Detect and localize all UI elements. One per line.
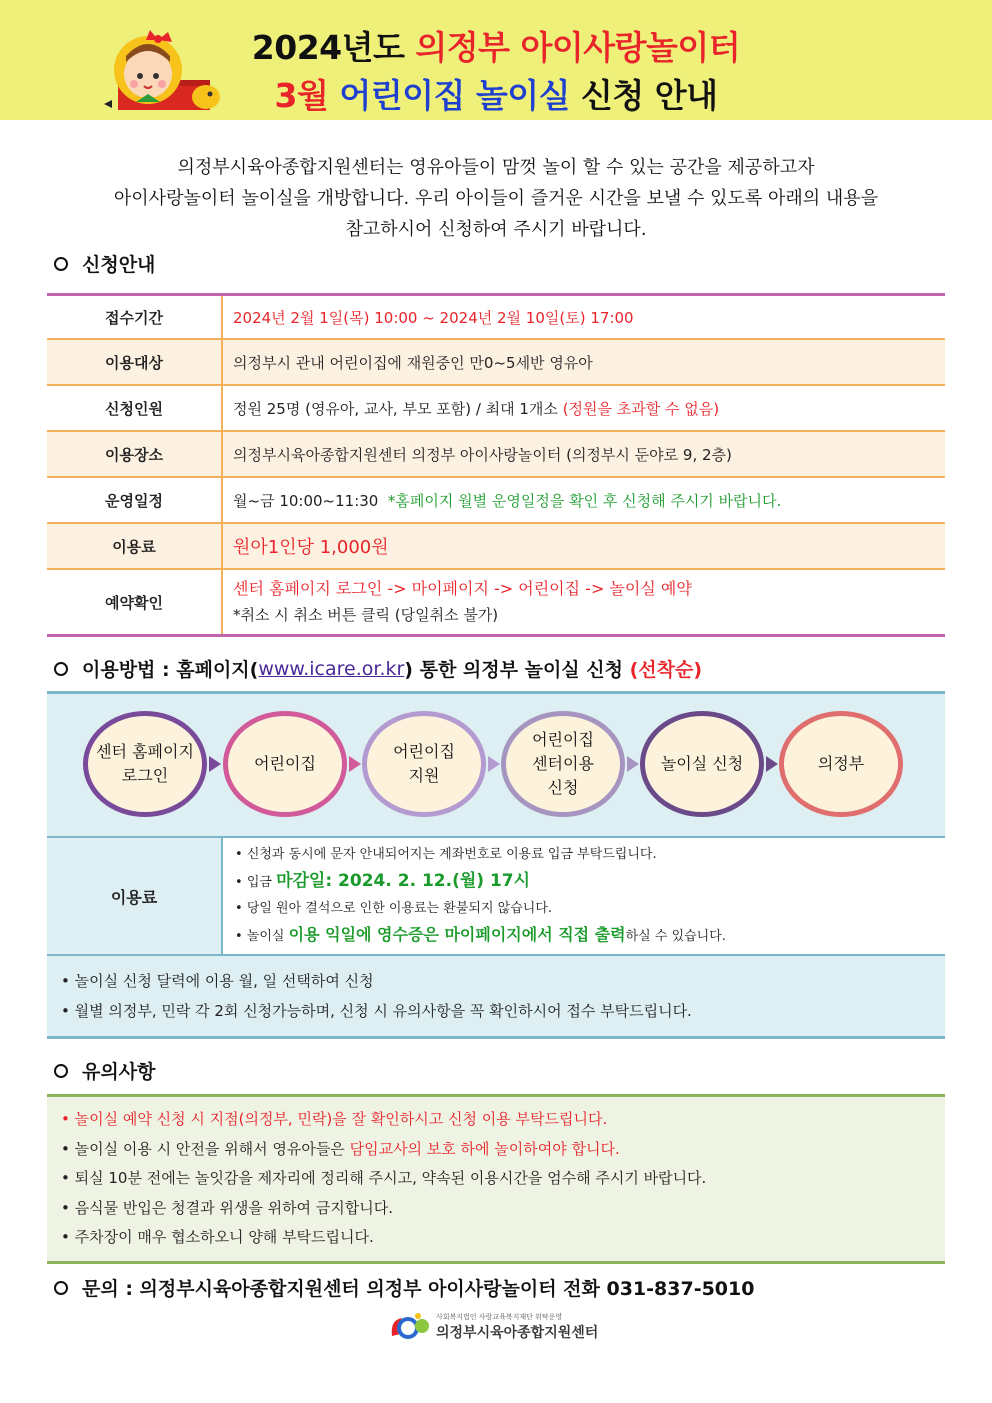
step-text	[393, 740, 455, 788]
receipt-text-c: 하실 수 있습니다.	[625, 929, 726, 944]
table-row	[47, 570, 945, 634]
row-value	[223, 340, 945, 384]
arrow-right-icon	[349, 756, 361, 772]
row-value	[223, 570, 945, 634]
title-playroom: 놀이실	[475, 76, 570, 115]
title-place: 의정부 아이사랑놀이터	[415, 28, 741, 67]
list-item: • 놀이실 예약 신청 시 지점(의정부, 민락)을 잘 확인하시고 신청 이용 부탁드립니다.	[61, 1105, 931, 1135]
table-row	[47, 432, 945, 478]
capacity-value: 정원 25명 (영유아, 교사, 부모 포함) / 최대 1개소	[233, 399, 558, 418]
caution-box	[47, 1094, 945, 1264]
center-logo	[388, 1308, 618, 1346]
circle-bullet-icon	[54, 257, 68, 271]
info-table	[47, 293, 945, 637]
arrow-right-icon	[766, 756, 778, 772]
step-text-line: 센터 홈페이지	[96, 742, 194, 761]
row-label: 이용대상	[47, 340, 223, 384]
title-year: 2024년도	[251, 28, 405, 67]
method-title-c: (선착순)	[629, 659, 703, 681]
reservation-path: 센터 홈페이지 로그인 -> 마이페이지 -> 어린이집 -> 놀이실 예약	[233, 579, 692, 598]
list-item: • 주차장이 매우 협소하오니 양해 부탁드립니다.	[61, 1223, 931, 1253]
table-row	[47, 296, 945, 340]
homepage-link[interactable]: www.icare.or.kr	[258, 657, 405, 680]
fee-info-row	[47, 838, 945, 956]
section-heading-info	[54, 250, 155, 277]
row-value	[223, 432, 945, 476]
header-banner	[0, 0, 992, 120]
flow-step-center-use	[501, 711, 625, 817]
intro-line: 참고하시어 신청하여 주시기 바랍니다.	[345, 219, 647, 240]
target-value: 의정부시 관내 어린이집에 재원중인 만0~5세반 영유아	[233, 353, 593, 372]
row-value	[223, 296, 945, 338]
arrow-right-icon	[627, 756, 639, 772]
list-item: • 월별 의정부, 민락 각 2회 신청가능하며, 신청 시 유의사항을 꼭 확인하시어 접수 부탁드립니다.	[61, 996, 931, 1026]
row-label: 이용료	[47, 524, 223, 568]
section-title: 신청안내	[82, 254, 156, 276]
fee-deposit-text: 입금	[246, 875, 272, 890]
caution-highlight: 담임교사의 보호 하에 놀이하여야 합니다.	[349, 1139, 620, 1158]
step-text-line: 어린이집	[393, 742, 455, 761]
period-value: 2024년 2월 1일(목) 10:00 ~ 2024년 2월 10일(토) 17:00	[233, 308, 634, 327]
row-value	[223, 524, 945, 568]
arrow-right-icon	[209, 756, 221, 772]
row-value	[223, 478, 945, 522]
row-label: 접수기간	[47, 296, 223, 338]
footer-operator: 사회복지법인 사랑교육복지재단 위탁운영	[436, 1313, 563, 1321]
step-text	[96, 740, 194, 788]
step-text-line: 놀이실 신청	[660, 754, 744, 773]
caution-text: 놀이실 이용 시 안전을 위해서 영유아들은	[74, 1139, 345, 1158]
fee-bullet	[235, 922, 933, 950]
section-heading-method	[54, 655, 702, 682]
capacity-line	[233, 398, 935, 419]
step-text-line: 지원	[408, 766, 440, 785]
schedule-note: *홈페이지 월별 운영일정을 확인 후 신청해 주시기 바랍니다.	[387, 491, 782, 510]
fee-label: 이용료	[47, 838, 223, 954]
circle-bullet-icon	[54, 1281, 68, 1295]
row-label: 운영일정	[47, 478, 223, 522]
row-value	[223, 386, 945, 430]
process-flow	[47, 694, 945, 838]
list-item: • 음식물 반입은 청결과 위생을 위하여 금지합니다.	[61, 1194, 931, 1224]
title-guide: 신청 안내	[580, 76, 718, 115]
schedule-line	[233, 490, 935, 511]
list-item: • 놀이실 신청 달력에 이용 월, 일 선택하여 신청	[61, 966, 931, 996]
place-value: 의정부시육아종합지원센터 의정부 아이사랑놀이터 (의정부시 둔야로 9, 2층)	[233, 445, 732, 464]
capacity-note: (정원을 초과할 수 없음)	[562, 399, 720, 418]
intro-line: 의정부시육아종합지원센터는 영유아들이 맘껏 놀이 할 수 있는 공간을 제공하고자	[177, 157, 815, 178]
step-text-line: 센터이용	[532, 754, 594, 773]
fee-bullet: • 신청과 동시에 문자 안내되어지는 계좌번호로 이용료 입금 부탁드립니다.	[235, 842, 933, 868]
method-title-a: 이용방법 : 홈페이지(	[82, 659, 259, 681]
page-title-line1	[0, 22, 992, 69]
row-label: 예약확인	[47, 570, 223, 634]
fee-bullet	[235, 868, 933, 896]
receipt-highlight: 이용 익일에 영수증은 마이페이지에서 직접 출력	[288, 925, 626, 944]
method-box	[47, 691, 945, 1039]
schedule-value: 월~금 10:00~11:30	[233, 491, 379, 510]
step-text	[661, 752, 743, 776]
list-item: • 퇴실 10분 전에는 놀잇감을 제자리에 정리해 주시고, 약속된 이용시간을 엄수해 주시기 바랍니다.	[61, 1164, 931, 1194]
contact-text: 문의 : 의정부시육아종합지원센터 의정부 아이사랑놀이터 전화 031-837-5010	[82, 1278, 755, 1300]
step-text-line: 의정부	[817, 754, 865, 773]
intro-line: 아이사랑놀이터 놀이실을 개방합니다. 우리 아이들이 즐거운 시간을 보낼 수 있도록 아래의 내용을	[113, 188, 879, 209]
reservation-note: *취소 시 취소 버튼 클릭 (당일취소 불가)	[233, 606, 499, 624]
step-text	[532, 728, 594, 800]
flow-step-playroom	[640, 711, 764, 817]
flow-step-support	[362, 711, 486, 817]
fee-value: 원아1인당 1,000원	[233, 537, 389, 558]
fee-details	[223, 838, 945, 954]
table-row	[47, 478, 945, 524]
method-notes	[47, 956, 945, 1036]
circle-bullet-icon	[54, 1064, 68, 1078]
arrow-right-icon	[488, 756, 500, 772]
list-item	[61, 1135, 931, 1165]
table-row	[47, 386, 945, 432]
page-title-line2	[0, 70, 992, 117]
circle-bullet-icon	[54, 662, 68, 676]
step-text-line: 어린이집	[254, 754, 316, 773]
section-title: 유의사항	[82, 1061, 156, 1083]
step-text-line: 어린이집	[532, 730, 594, 749]
footer-center-name: 의정부시육아종합지원센터	[436, 1325, 599, 1341]
flow-step-login	[83, 711, 207, 817]
fee-bullet: • 당일 원아 결석으로 인한 이용료는 환불되지 않습니다.	[235, 896, 933, 922]
contact-info	[54, 1274, 754, 1301]
row-label: 이용장소	[47, 432, 223, 476]
title-month: 3월	[274, 76, 329, 115]
receipt-text-a: 놀이실	[246, 929, 285, 944]
footer-text	[436, 1312, 598, 1342]
step-text	[818, 752, 864, 776]
table-row	[47, 524, 945, 570]
title-daycare: 어린이집	[339, 76, 465, 115]
intro-paragraph	[40, 152, 952, 245]
row-label: 신청인원	[47, 386, 223, 430]
step-text-line: 신청	[547, 778, 579, 797]
fee-deadline: 마감일: 2024. 2. 12.(월) 17시	[276, 871, 531, 891]
flow-step-daycare	[223, 711, 347, 817]
center-logo-icon	[388, 1310, 432, 1344]
section-heading-caution	[54, 1057, 155, 1084]
table-row	[47, 340, 945, 386]
method-title-b: ) 통한 의정부 놀이실 신청	[404, 659, 623, 681]
flow-step-uijeongbu	[779, 711, 903, 817]
step-text	[254, 752, 316, 776]
step-text-line: 로그인	[121, 766, 169, 785]
